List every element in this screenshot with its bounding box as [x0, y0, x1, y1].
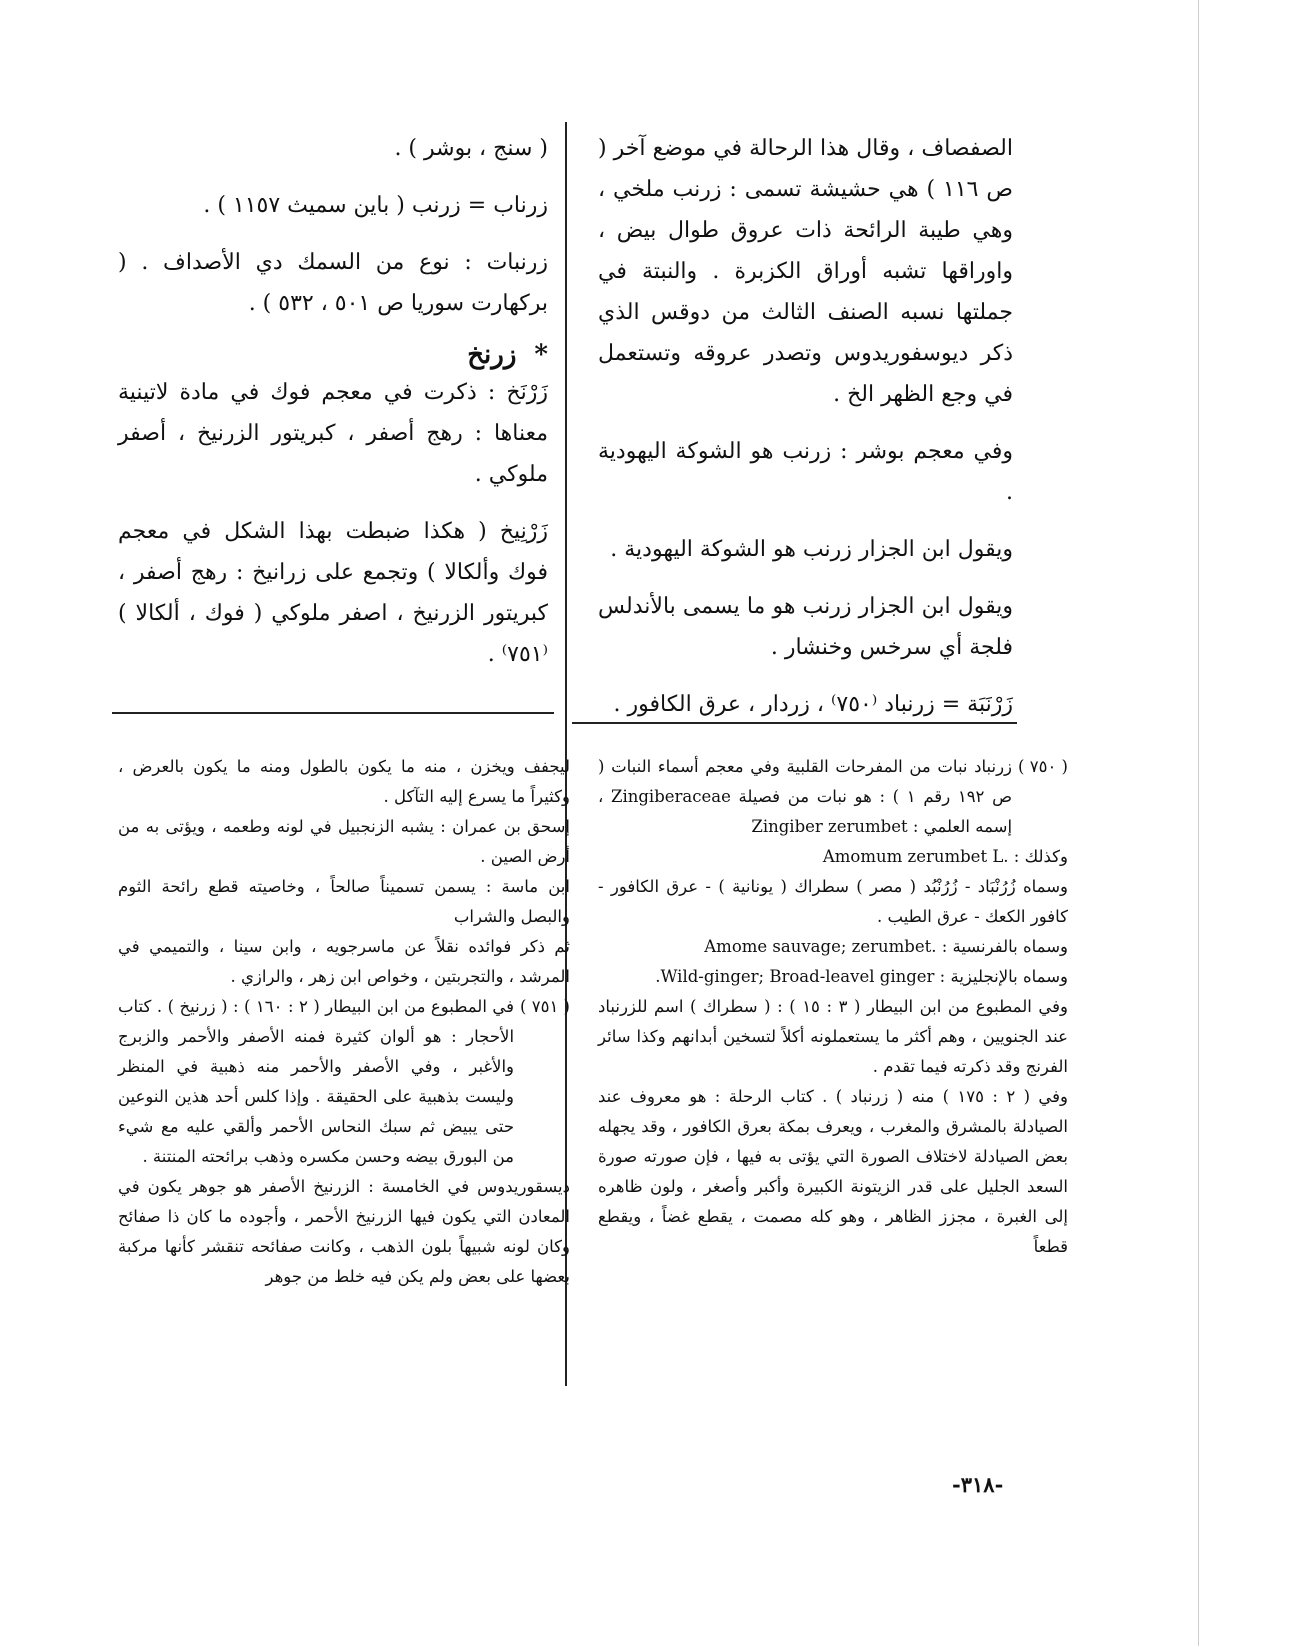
right-footnote-rule: [572, 722, 1017, 724]
left-paragraph-5: زَرْنِيخ ( هكذا ضبطت بهذا الشكل في معجم فوك وألكالا ) وتجمع على زرانيخ : رهج أصفر ، كبريتور الزرنيخ ، اصفر ملوكي ( فوك ، ألكالا ) ⁽٧٥١⁾ .: [118, 519, 548, 667]
footnote-750: [598, 752, 1068, 842]
page-number: -٣١٨-: [952, 1472, 1004, 1497]
entry-star-marker: *: [534, 340, 548, 370]
footnote-750-line-5: وفي المطبوع من ابن البيطار ( ٣ : ١٥ ) : ( سطراك ) اسم للزرنباد عند الجنويين ، وهم أكثر ما يستعملونه أكلاً لتسخين أبدانهم وكذا سائر الفرنج وقد ذكرته فيما تقدم .: [598, 997, 1068, 1076]
footnote-751-text: في المطبوع من ابن البيطار ( ٢ : ١٦٠ ) : ( زرنيخ ) . كتاب الأحجار : هو ألوان كثيرة فمنه الأصفر والأحمر والزبرج والأغبر ، وفي الأصفر والأحمر منه ذهبية في المنظر وليست بذهبية على الحقيقة . وإذا كلس أحد هذين النوعين حتى يبيض ثم سبك النحاس الأحمر وألقي عليه مع شيء من البورق بيضه وحسن مكسره وذهب برائحته المنتنة .: [118, 997, 515, 1166]
left-paragraph-1: ( سنج ، بوشر ) .: [394, 136, 548, 161]
right-main-column: [598, 128, 1013, 741]
entry-title: زرنخ: [467, 340, 517, 370]
page-edge-line: [1198, 0, 1199, 1646]
footnote-751-continuation: ديسقوريدوس في الخامسة : الزرنيخ الأصفر هو جوهر يكون في المعادن التي يكون فيها الزرنيخ الأحمر ، وأجوده ما كان ذا صفائح وكان لونه شبيهاً بلون الذهب ، وكانت صفائحه تنقشر كأنها مركبة بعضها على بعض ولم يكن فيه خلط من جوهر: [118, 1177, 570, 1286]
footnote-750-line-4: وسماه بالإنجليزية : Wild-ginger; Broad-leavel ginger.: [655, 967, 1068, 986]
right-paragraph-1: الصفصاف ، وقال هذا الرحالة في موضع آخر ( ص ١١٦ ) هي حشيشة تسمى : زرنب ملخي ، وهي طيبة الرائحة ذات عروق طوال بيض ، واوراقها تشبه أوراق الكزبرة . والنبتة في جملتها نسبه الصنف الثالث من دوقس الذي ذكر ديوسفوريدوس وتصدر عروقه وتستعمل في وجع الظهر الخ .: [598, 136, 1013, 407]
left-note-line-4: ثم ذكر فوائده نقلاً عن ماسرجويه ، وابن سينا ، والتميمي في المرشد ، والتجربتين ، وخواص ابن زهر ، والرازي .: [118, 937, 570, 986]
right-paragraph-5: زَرْنَبَة = زرنباد ⁽٧٥٠⁾ ، زردار ، عرق الكافور .: [613, 692, 1013, 717]
footnote-751-number: ( ٧٥١ ): [520, 997, 570, 1016]
entry-heading: [118, 340, 548, 370]
left-footnotes: [118, 752, 570, 1292]
left-note-line-1: ليجفف ويخزن ، منه ما يكون بالطول ومنه ما يكون بالعرض ، وكثيراً ما يسرع إليه التآكل .: [118, 757, 570, 806]
left-note-line-3: ابن ماسة : يسمن تسميناً صالحاً ، وخاصيته قطع رائحة الثوم والبصل والشراب: [118, 877, 570, 926]
left-paragraph-2: زرناب = زرنب ( باين سميث ١١٥٧ ) .: [203, 193, 548, 218]
right-paragraph-2: وفي معجم بوشر : زرنب هو الشوكة اليهودية .: [598, 439, 1013, 505]
left-note-line-2: إسحق بن عمران : يشبه الزنجبيل في لونه وطعمه ، ويؤتى به من أرض الصين .: [118, 817, 570, 866]
left-paragraph-4: زَرْنَخ : ذكرت في معجم فوك في مادة لاتينية معناها : رهج أصفر ، كبريتور الزرنيخ ، أصفر ملوكي .: [118, 380, 548, 487]
left-main-column: [118, 128, 548, 691]
footnote-750-line-3: وسماه بالفرنسية : .Amome sauvage; zerumbet: [704, 937, 1068, 956]
footnote-751: [118, 992, 570, 1172]
footnote-750-line-1: وكذلك : .Amomum zerumbet L: [822, 847, 1068, 866]
right-paragraph-3: ويقول ابن الجزار زرنب هو الشوكة اليهودية .: [610, 537, 1013, 562]
footnote-750-line-2: وسماه زُرُنْبَاد - زُرُنْبُد ( مصر ) سطراك ( يونانية ) - عرق الكافور - كافور الكعك - عرق الطيب .: [598, 877, 1068, 926]
left-footnote-rule: [112, 712, 554, 714]
left-paragraph-3: زرنبات : نوع من السمك دي الأصداف . ( بركهارت سوريا ص ٥٠١ ، ٥٣٢ ) .: [118, 250, 548, 316]
footnote-750-number: ( ٧٥٠ ): [1018, 757, 1068, 776]
right-footnotes: [598, 752, 1068, 1262]
footnote-750-line-6: وفي ( ٢ : ١٧٥ ) منه ( زرنباد ) . كتاب الرحلة : هو معروف عند الصيادلة بالمشرق والمغرب ، ويعرف بمكة بعرق الكافور ، وقد يجهله بعض الصيادلة لاختلاف الصورة التي يؤتى به فيها ، فإن صورته صورة السعد الجليل على قدر الزيتونة الكبيرة وأكبر وأصغر ، ولون ظاهره إلى الغبرة ، مجزز الظاهر ، وهو كله مصمت ، يقطع غضاً ، ويقطع قطعاً: [598, 1087, 1068, 1256]
right-paragraph-4: ويقول ابن الجزار زرنب هو ما يسمى بالأندلس فلجة أي سرخس وخنشار .: [598, 594, 1013, 660]
footnote-750-text: زرنباد نبات من المفرحات القلبية وفي معجم أسماء النبات ( ص ١٩٢ رقم ١ ) : هو نبات من فصيلة Zingiberaceae ، إسمه العلمي : Zingiber zerumbet: [598, 757, 1013, 836]
